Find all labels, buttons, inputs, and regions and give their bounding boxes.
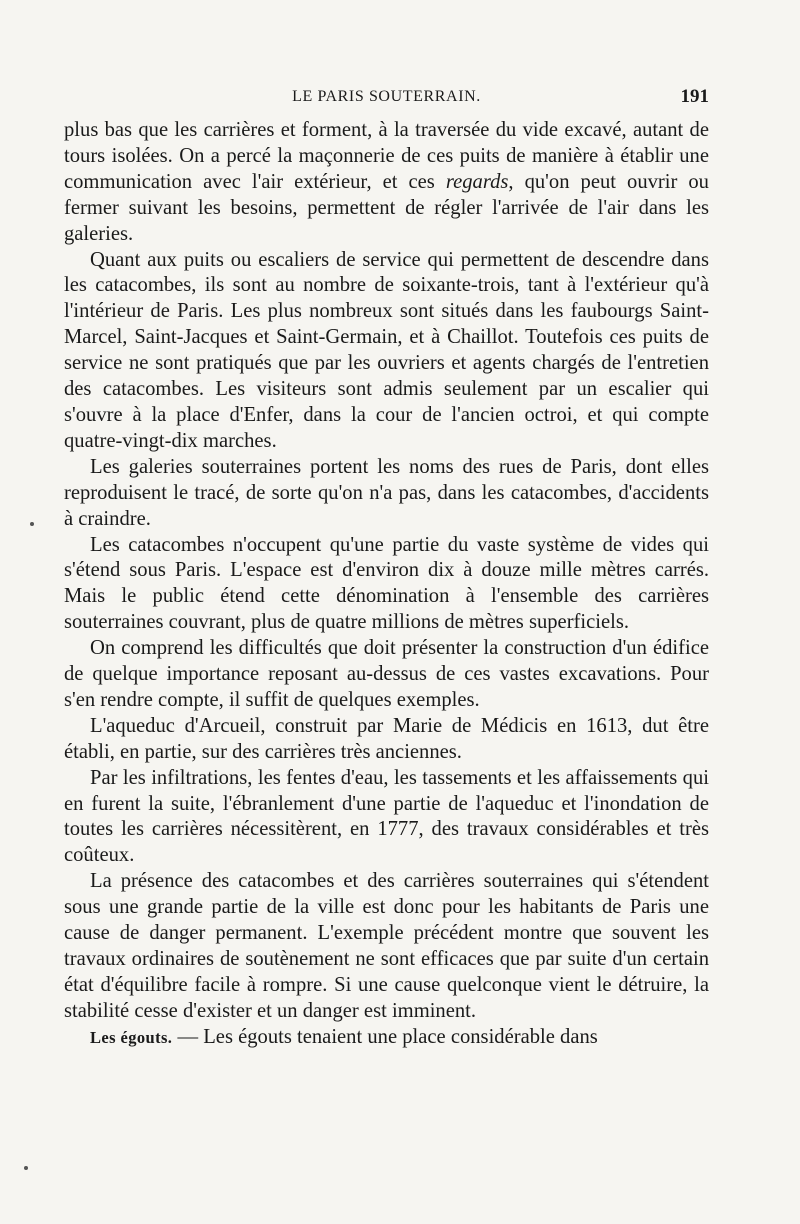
ink-speck (30, 522, 34, 526)
section-paragraph (64, 1025, 709, 1051)
running-title: LE PARIS SOUTERRAIN. (292, 88, 481, 105)
section-text: — Les égouts tenaient une place considérable dans (172, 1025, 598, 1048)
section-heading: Les égouts. (90, 1027, 173, 1047)
paragraph-text: , qu'on peut ouvrir ou fermer suivant les besoins, permettent de régler l'arrivée de l'air dans les galeries. (64, 170, 709, 245)
paragraph: L'aqueduc d'Arcueil, construit par Marie de Médicis en 1613, dut être établi, en partie, sur des carrières très anciennes. (64, 714, 709, 763)
paragraph-text: plus bas que les carrières et forment, à la traversée du vide excavé, autant de tours isolées. On a percé la maçonnerie de ces puits de manière à établir une communication avec l'air extérieur, et ces (64, 119, 709, 193)
italic-term: regards (445, 170, 509, 193)
paragraph: On comprend les difficultés que doit présenter la construction d'un édifice de quelque importance reposant au-dessus de ces vastes excavations. Pour s'en rendre compte, il suffit de quelques exemples. (64, 637, 709, 711)
paragraph: La présence des catacombes et des carrières souterraines qui s'étendent sous une grande partie de la ville est donc pour les habitants de Paris une cause de danger permanent. L'exemple précédent montre que souvent les travaux ordinaires de soutènement ne sont efficaces que par suite d'un certain état d'équilibre facile à rompre. Si une cause quelconque vient le détruire, la stabilité cesse d'exister et un danger est imminent. (64, 870, 709, 1022)
ink-speck (24, 1166, 28, 1170)
body-text (64, 118, 709, 1051)
running-header (64, 88, 709, 114)
paragraph: Les galeries souterraines portent les noms des rues de Paris, dont elles reproduisent le tracé, de sorte qu'on n'a pas, dans les catacombes, d'accidents à craindre. (64, 455, 709, 530)
paragraph: Quant aux puits ou escaliers de service qui permettent de descendre dans les catacombes, ils sont au nombre de soixante-trois, tant à l'extérieur qu'à l'intérieur de Paris. Les plus nombreux sont situés dans les faubourgs Saint-Marcel, Saint-Jacques et Saint-Germain, et à Chaillot. Toutefois ces puits de service ne sont pratiqués que par les ouvriers et agents chargés de l'entretien des catacombes. Les visiteurs sont admis seulement par un escalier qui s'ouvre à la place d'Enfer, dans la cour de l'ancien octroi, et qui compte quatre-vingt-dix marches. (64, 248, 709, 452)
paragraph: Les catacombes n'occupent qu'une partie du vaste système de vides qui s'étend sous Paris. L'espace est d'environ dix à douze mille mètres carrés. Mais le public étend cette dénomination à l'ensemble des carrières souterraines couvrant, plus de quatre millions de mètres superficiels. (64, 533, 709, 634)
paragraph (64, 118, 709, 248)
page-number: 191 (680, 86, 709, 107)
paragraph: Par les infiltrations, les fentes d'eau, les tassements et les affaissements qui en furent la suite, l'ébranlement d'une partie de l'aqueduc et l'inondation de toutes les carrières nécessitèrent, en 1777, des travaux considérables et très coûteux. (64, 766, 709, 867)
